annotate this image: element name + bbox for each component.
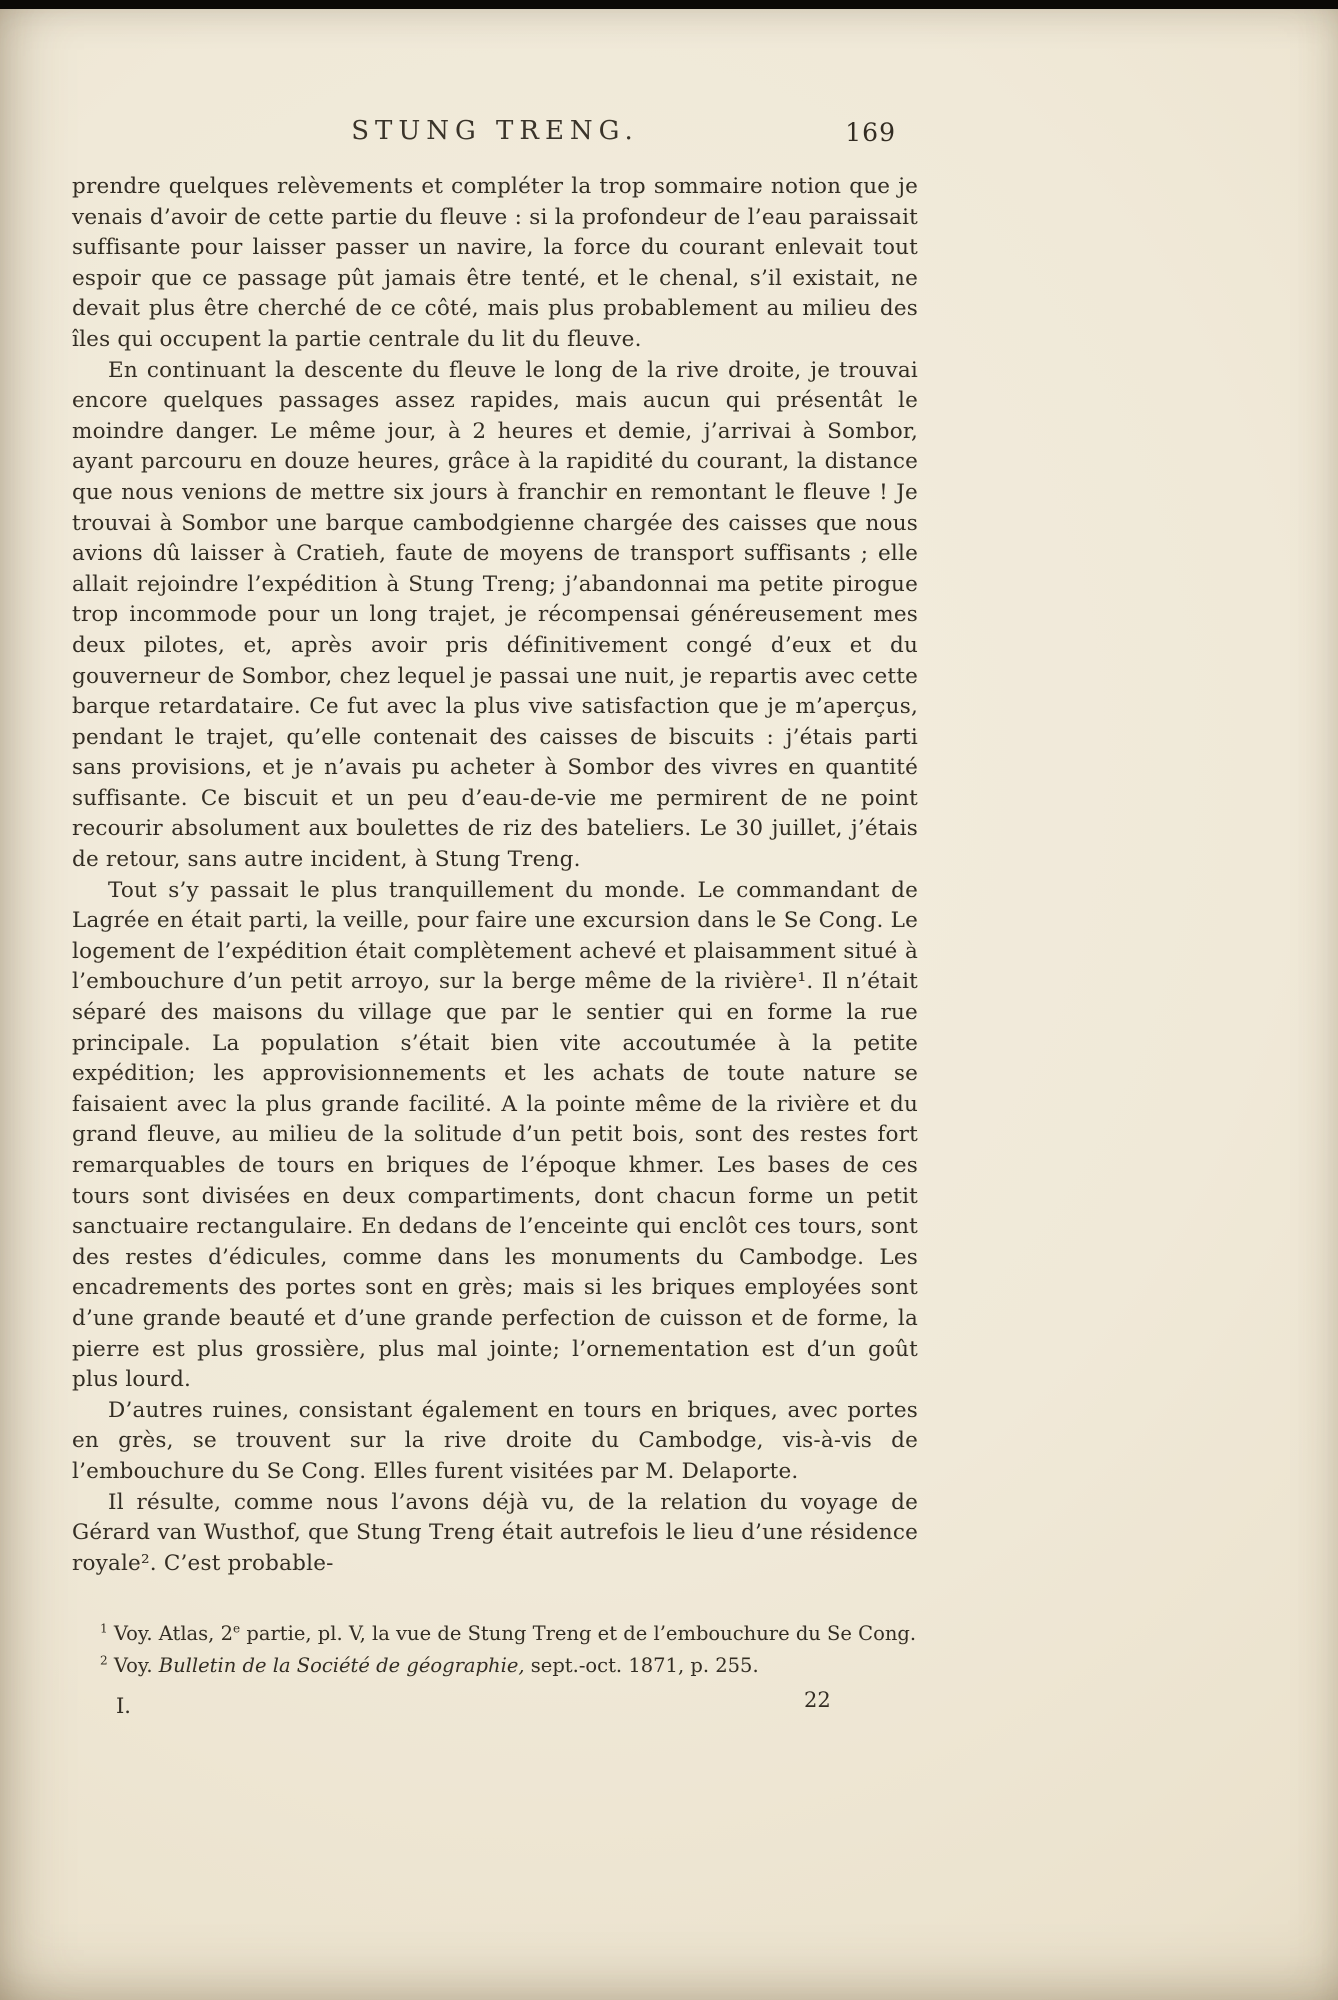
footnote — [100, 1651, 918, 1680]
running-title: STUNG TRENG. — [351, 116, 639, 146]
footnote-text: partie, pl. V, la vue de Stung Treng et de l’embouchure du Se Cong. — [240, 1622, 917, 1646]
signature-mark: I. — [116, 1694, 131, 1719]
paragraph: En continuant la descente du fleuve le long de la rive droite, je trouvai encore quelques passages assez rapides, mais aucun qui présentât le moindre danger. Le même jour, à 2 heures et demie, j’arrivai à Sombor, ayant parcouru en douze heures, grâce à la rapidité du courant, la distance que nous venions de mettre six jours à franchir en remontant le fleuve ! Je trouvai à Sombor une barque cambodgienne chargée des caisses que nous avions dû laisser à Cratieh, faute de moyens de transport suffisants ; elle allait rejoindre l’expédition à Stung Treng; j’abandonnai ma petite pirogue trop incommode pour un long trajet, je récompensai généreusement mes deux pilotes, et, après avoir pris définitivement congé d’eux et du gouverneur de Sombor, chez lequel je passai une nuit, je repartis avec cette barque retardataire. Ce fut avec la plus vive satisfaction que je m’aperçus, pendant le trajet, qu’elle contenait des caisses de biscuits : j’étais parti sans provisions, et je n’avais pu acheter à Sombor des vivres en quantité suffisante. Ce biscuit et un peu d’eau-de-vie me permirent de ne point recourir absolument aux boulettes de riz des bateliers. Le 30 juillet, j’étais de retour, sans autre incident, à Stung Treng. — [72, 357, 918, 873]
footnote — [100, 1619, 918, 1648]
text-column — [72, 116, 918, 1722]
running-head — [72, 116, 918, 160]
footnotes — [72, 1619, 918, 1680]
paragraph: D’autres ruines, consistant également en tours en briques, avec portes en grès, se trouvent sur la rive droite du Cambodge, vis-à-vis de l’embouchure du Se Cong. Elles furent visitées par M. Delaporte. — [72, 1397, 918, 1484]
page-body — [72, 172, 918, 1579]
paragraph: Il résulte, comme nous l’avons déjà vu, de la relation du voyage de Gérard van Wusthof, que Stung Treng était autrefois le lieu d’une résidence royale². C’est probable- — [72, 1489, 918, 1576]
sheet-number: 22 — [804, 1688, 831, 1713]
footnote-italic-title: Bulletin de la Société de géographie, — [158, 1654, 525, 1678]
page-number: 169 — [845, 118, 896, 147]
footnote-superscript: e — [233, 1621, 241, 1636]
paragraph: Tout s’y passait le plus tranquillement du monde. Le commandant de Lagrée en était parti, la veille, pour faire une excursion dans le Se Cong. Le logement de l’expédition était complètement achevé et plaisamment situé à l’embouchure d’un petit arroyo, sur la berge même de la rivière¹. Il n’était séparé des maisons du village que par le sentier qui en forme la rue principale. La population s’était bien vite accoutumée à la petite expédition; les approvisionnements et les achats de toute nature se faisaient avec la plus grande facilité. A la pointe même de la rivière et du grand fleuve, au milieu de la solitude d’un petit bois, sont des restes fort remarquables de tours en briques de l’époque khmer. Les bases de ces tours sont divisées en deux compartiments, dont chacun forme un petit sanctuaire rectangulaire. En dedans de l’enceinte qui enclôt ces tours, sont des restes d’édicules, comme dans les monuments du Cambodge. Les encadrements des portes sont en grès; mais si les briques employées sont d’une grande beauté et d’une grande perfection de cuisson et de forme, la pierre est plus grossière, plus mal jointe; l’ornementation est d’un goût plus lourd. — [72, 877, 918, 1393]
footnote-text: Voy. — [107, 1654, 159, 1678]
footnote-text: sept.-oct. 1871, p. 255. — [524, 1654, 759, 1678]
footnote-marker: 2 — [100, 1653, 108, 1668]
page-footer — [72, 1688, 918, 1722]
paragraph: prendre quelques relèvements et compléter la trop sommaire notion que je venais d’avoir de cette partie du fleuve : si la profondeur de l’eau paraissait suffisante pour laisser passer un navire, la force du courant enlevait tout espoir que ce passage pût jamais être tenté, et le chenal, s’il existait, ne devait plus être cherché de ce côté, mais plus probablement au milieu des îles qui occupent la partie centrale du lit du fleuve. — [72, 174, 918, 352]
scan-top-edge — [0, 0, 1338, 9]
footnote-marker: 1 — [100, 1621, 108, 1636]
footnote-text: Voy. Atlas, 2 — [107, 1622, 233, 1646]
